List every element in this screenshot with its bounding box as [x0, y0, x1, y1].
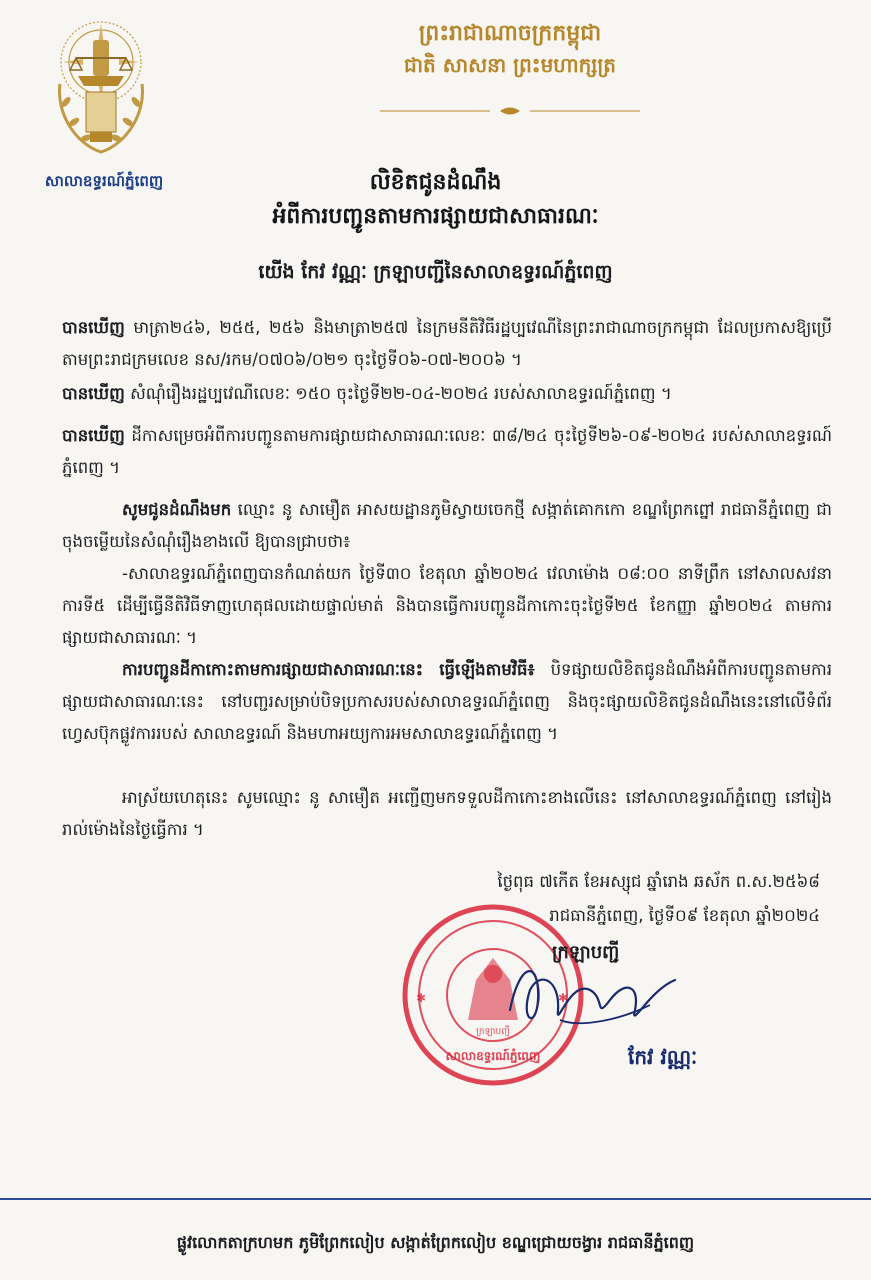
paragraph-conclusion	[62, 782, 832, 846]
paragraph-hearing	[62, 558, 832, 654]
ornament-divider-icon	[380, 104, 640, 118]
seen-label: បានឃើញ	[62, 318, 125, 337]
svg-text:✱: ✱	[558, 991, 569, 1005]
paragraph-text: បិទផ្សាយលិខិតជូនដំណឹងអំពីការបញ្ជូនតាមការផ្សាយជាសាធារណៈនេះ នៅបញ្ជរសម្រាប់បិទប្រកាសរបស់សាលាឧទ្ធរណ៍ភ្នំពេញ និងចុះផ្សាយលិខិតជូនដំណឹងនេះនៅលើទំព័រហ្វេសប៊ុកផ្លូវការរបស់ សាលាឧទ្ធរណ៍ និងមហាអយ្យការអមសាលាឧទ្ធរណ៍ភ្នំពេញ ។	[62, 660, 832, 743]
signatory-name: កែវ វណ្ណៈ	[628, 1045, 698, 1069]
footer-address: ផ្លូវលោកតាក្រហមក ភូមិព្រែកលៀប សង្កាត់ព្រែកលៀប ខណ្ឌជ្រោយចង្វារ រាជធានីភ្នំពេញ	[176, 1233, 695, 1252]
seen-label: បានឃើញ	[62, 384, 125, 403]
paragraph-seen-2	[62, 378, 832, 410]
seen-label: បានឃើញ	[62, 426, 125, 445]
paragraph-notice	[62, 494, 832, 558]
paragraph-seen-1	[62, 312, 832, 376]
paragraph-seen-3	[62, 420, 832, 484]
method-lead: ការបញ្ជូនដីកាកោះតាមការផ្សាយជាសាធារណៈនេះ ធ្វើឡើងតាមវិធី៖	[122, 660, 535, 679]
svg-text:✱: ✱	[416, 991, 427, 1005]
paragraph-text: អាស្រ័យហេតុនេះ សូមឈ្មោះ នូ សាមឿត អញ្ជើញមកទទួលដីកាកោះខាងលើនេះ នៅសាលាឧទ្ធរណ៍ភ្នំពេញ នៅរៀងរាល់ម៉ោងនៃថ្ងៃធ្វើការ ។	[62, 788, 832, 839]
signatory-title: ក្រឡាបញ្ជី	[552, 942, 620, 963]
seal-center-text: ក្រឡាបញ្ជី	[476, 1027, 510, 1037]
paragraph-text: មាត្រា២៤៦, ២៥៥, ២៥៦ និងមាត្រា២៥៧ នៃក្រមនីតិវិធីរដ្ឋប្បវេណីនៃព្រះរាជាណាចក្រកម្ពុជា ដែលប្រកាសឱ្យប្រើតាមព្រះរាជក្រមលេខ នស/រកម/០៧០៦/០២១ ចុះថ្ងៃទី០៦-០៧-២០០៦ ។	[62, 318, 832, 369]
kingdom-line2: ជាតិ សាសនា ព្រះមហាក្សត្រ	[404, 53, 616, 77]
kingdom-motto	[290, 18, 730, 80]
solar-date: រាជធានីភ្នំពេញ, ថ្ងៃទី០៩ ខែតុលា ឆ្នាំ២០២៤	[549, 906, 820, 925]
document-subtitle: អំពីការបញ្ជូនតាមការផ្សាយជាសាធារណៈ	[272, 204, 599, 229]
paragraph-text: -សាលាឧទ្ធរណ៍ភ្នំពេញបានកំណត់យក ថ្ងៃទី៣០ ខែតុលា ឆ្នាំ២០២៤ វេលាម៉ោង ០៨:០០ នាទីព្រឹក នៅសាលសវនាការទី៥ ដើម្បីធ្វើនីតិវិធីទាញហេតុផលដោយផ្ទាល់មាត់ និងបានធ្វើការបញ្ជូនដីកាកោះចុះថ្ងៃទី២៥ ខែកញ្ញា ឆ្នាំ២០២៤ តាមការផ្សាយជាសាធារណៈ ។	[62, 564, 832, 647]
paragraph-text: សំណុំរឿងរដ្ឋប្បវេណីលេខៈ ១៥០ ចុះថ្ងៃទី២២-០៤-២០២៤ របស់សាលាឧទ្ធរណ៍ភ្នំពេញ ។	[130, 384, 672, 403]
notice-lead: សូមជូនដំណឹងមក	[122, 500, 232, 519]
issuer-line: យើង កែវ វណ្ណៈ ក្រឡាបញ្ជីនៃសាលាឧទ្ធរណ៍ភ្នំពេញ	[258, 261, 613, 283]
paragraph-text: ដីកាសម្រេចអំពីការបញ្ជូនតាមការផ្សាយជាសាធារណៈលេខៈ ៣៨/២៤ ចុះថ្ងៃទី២៦-០៩-២០២៤ របស់សាលាឧទ្ធរណ៍ភ្នំពេញ ។	[62, 426, 832, 477]
lunar-date: ថ្ងៃពុធ ៧កើត ខែអស្សុជ ឆ្នាំរោង ឆស័ក ព.ស.២៥៦៨	[497, 872, 820, 891]
footer-divider	[0, 1198, 871, 1200]
paragraph-text: ឈ្មោះ នូ សាមឿត អាសយដ្ឋានភូមិស្វាយចេកថ្មី សង្កាត់គោកកោ ខណ្ឌព្រែកព្នៅ រាជធានីភ្នំពេញ ជាចុងចម្លើយនៃសំណុំរឿងខាងលើ ឱ្យបានជ្រាបថា៖	[62, 500, 832, 551]
court-emblem-icon	[46, 14, 156, 164]
document-title: លិខិតជូនដំណឹង	[369, 170, 502, 195]
seal-text: សាលាឧទ្ធរណ៍ភ្នំពេញ	[445, 1049, 541, 1063]
paragraph-method	[62, 654, 832, 750]
court-name: សាលាឧទ្ធរណ៍ភ្នំពេញ	[44, 172, 164, 190]
kingdom-line1: ព្រះរាជាណាចក្រកម្ពុជា	[418, 21, 602, 46]
